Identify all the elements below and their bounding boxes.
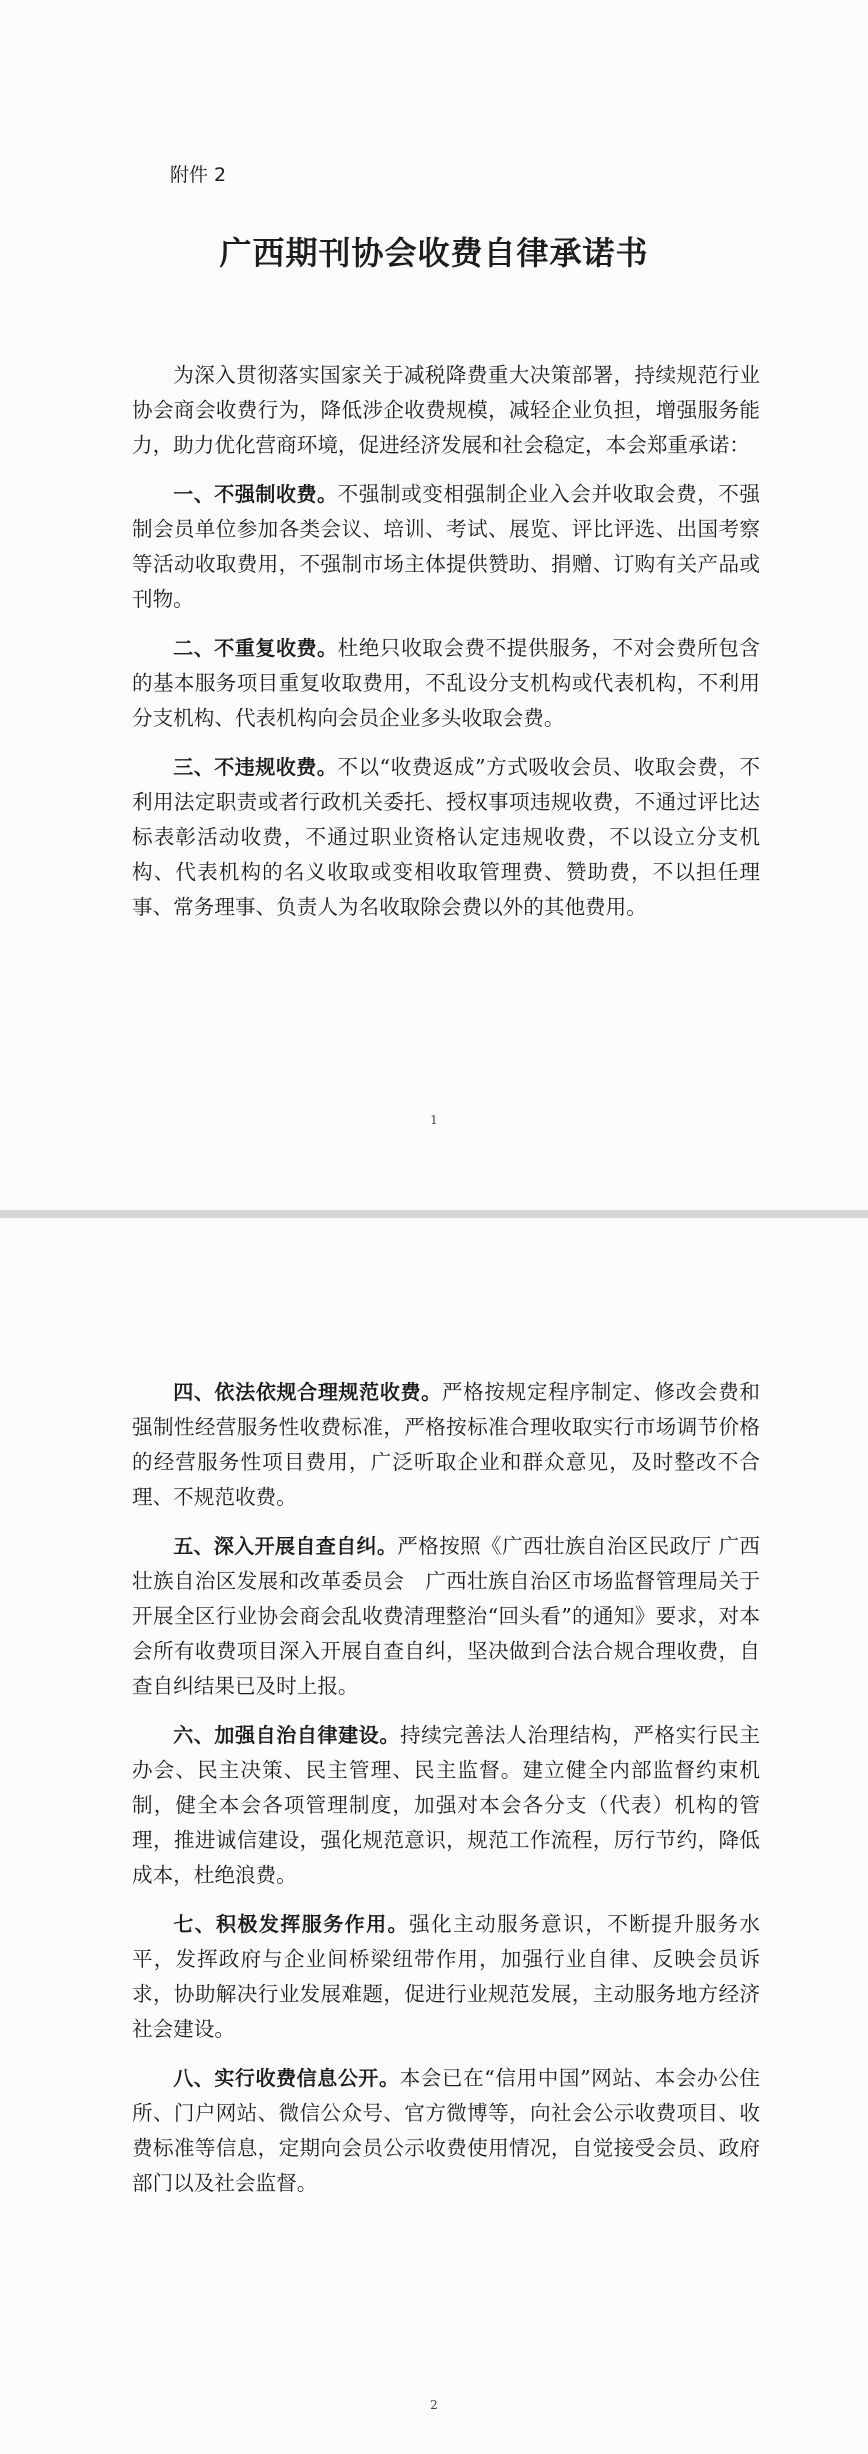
document-page-1 bbox=[0, 0, 868, 1210]
commitment-3 bbox=[132, 750, 760, 925]
commitment-1-text: 不强制或变相强制企业入会并收取会费，不强制会员单位参加各类会议、培训、考试、展览、评比评选、出国考察等活动收取费用，不强制市场主体提供赞助、捐赠、订购有关产品或刊物。 bbox=[132, 482, 761, 611]
document-page-2 bbox=[0, 1218, 868, 2454]
commitment-8 bbox=[132, 2061, 760, 2201]
commitment-8-text: 本会已在“信用中国”网站、本会办公住所、门户网站、微信公众号、官方微博等，向社会公示收费项目、收费标准等信息，定期向会员公示收费使用情况，自觉接受会员、政府部门以及社会监督。 bbox=[132, 2066, 760, 2195]
intro-paragraph: 为深入贯彻落实国家关于减税降费重大决策部署，持续规范行业协会商会收费行为，降低涉企收费规模，减轻企业负担，增强服务能力，助力优化营商环境，促进经济发展和社会稳定，本会郑重承诺： bbox=[132, 363, 760, 457]
commitment-4-text: 严格按规定程序制定、修改会费和强制性经营服务性收费标准，严格按标准合理收取实行市场调节价格的经营服务性项目费用，广泛听取企业和群众意见，及时整改不合理、不规范收费。 bbox=[132, 1380, 761, 1509]
commitment-5-text: 严格按照《广西壮族自治区民政厅 广西壮族自治区发展和改革委员会 广西壮族自治区市场监督管理局关于开展全区行业协会商会乱收费清理整治“回头看”的通知》要求，对本会所有收费项目深入开展自查自纠，坚决做到合法合规合理收费，自查自纠结果已及时上报。 bbox=[132, 1534, 761, 1698]
commitment-7-text: 强化主动服务意识，不断提升服务水平，发挥政府与企业间桥梁纽带作用，加强行业自律、反映会员诉求，协助解决行业发展难题，促进行业规范发展，主动服务地方经济社会建设。 bbox=[132, 1912, 761, 2041]
commitment-1-heading: 一、不强制收费。 bbox=[173, 482, 338, 506]
page-number-1: 1 bbox=[430, 1113, 438, 1127]
commitment-6-text: 持续完善法人治理结构，严格实行民主办会、民主决策、民主管理、民主监督。建立健全内部监督约束机制，健全本会各项管理制度，加强对本会各分支（代表）机构的管理，推进诚信建设，强化规范意识，规范工作流程，厉行节约，降低成本，杜绝浪费。 bbox=[132, 1723, 760, 1887]
commitment-6-heading: 六、加强自治自律建设。 bbox=[173, 1723, 400, 1747]
annex-label: 附件 2 bbox=[170, 164, 227, 186]
commitment-5-heading: 五、深入开展自查自纠。 bbox=[173, 1534, 398, 1558]
commitment-5 bbox=[132, 1529, 760, 1704]
document-title: 广西期刊协会收费自律承诺书 bbox=[219, 234, 649, 272]
commitment-6 bbox=[132, 1718, 760, 1893]
commitment-7 bbox=[132, 1907, 760, 2047]
page-2-body bbox=[132, 1375, 760, 2215]
commitment-1 bbox=[132, 477, 760, 617]
commitment-2-heading: 二、不重复收费。 bbox=[173, 636, 338, 660]
page-1-body bbox=[132, 358, 760, 939]
commitment-4-heading: 四、依法依规合理规范收费。 bbox=[173, 1380, 442, 1404]
commitment-2 bbox=[132, 631, 760, 736]
commitment-8-heading: 八、实行收费信息公开。 bbox=[173, 2066, 400, 2090]
commitment-2-text: 杜绝只收取会费不提供服务，不对会费所包含的基本服务项目重复收取费用，不乱设分支机构或代表机构，不利用分支机构、代表机构向会员企业多头收取会费。 bbox=[132, 636, 761, 730]
commitment-4 bbox=[132, 1375, 760, 1515]
page-number-2: 2 bbox=[430, 2398, 438, 2412]
commitment-3-text: 不以“收费返成”方式吸收会员、收取会费，不利用法定职责或者行政机关委托、授权事项违规收费，不通过评比达标表彰活动收费，不通过职业资格认定违规收费，不以设立分支机构、代表机构的名义收取或变相收取管理费、赞助费，不以担任理事、常务理事、负责人为名收取除会费以外的其他费用。 bbox=[132, 755, 760, 919]
commitment-7-heading: 七、积极发挥服务作用。 bbox=[173, 1912, 409, 1936]
commitment-3-heading: 三、不违规收费。 bbox=[173, 755, 338, 779]
